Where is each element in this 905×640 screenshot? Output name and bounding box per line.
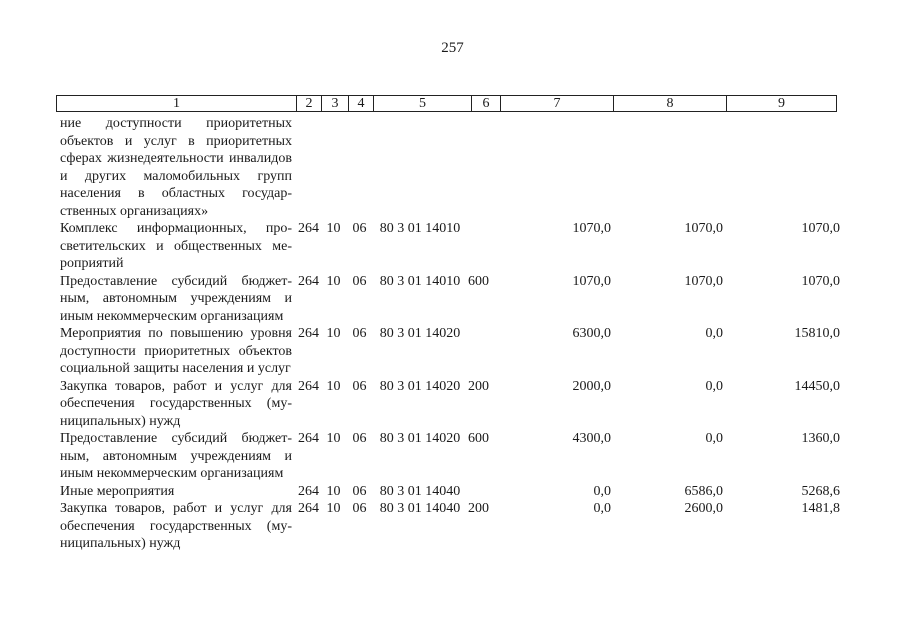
table-row <box>60 115 840 220</box>
budget-code-cell: 264 <box>298 326 319 341</box>
amount-col9-cell: 15810,0 <box>794 326 840 341</box>
budget-code-cell: 264 <box>298 501 319 516</box>
amount-col7-cell: 1070,0 <box>572 273 611 289</box>
row-description: Предоставление субсидий бюджетным, автономным учреждениям и иным некоммерческим организациям <box>60 273 292 324</box>
header-col-8: 8 <box>613 96 726 111</box>
target-article-cell: 80 3 01 14020 <box>379 378 461 394</box>
row-description: Закупка товаров, работ и услуг для обеспечения государственных (муниципальных) нужд <box>60 501 292 551</box>
table-row <box>60 378 840 431</box>
row-description: Закупка товаров, работ и услуг для обеспечения государственных (муниципальных) нужд <box>60 378 292 429</box>
row-description: Иные мероприятия <box>60 483 175 499</box>
amount-col7-cell: 6300,0 <box>572 326 611 341</box>
expense-type-cell: 200 <box>468 501 489 516</box>
section-cell: 10 <box>326 273 341 289</box>
header-col-7: 7 <box>500 96 613 111</box>
section-cell: 10 <box>326 431 341 446</box>
subsection-cell: 06 <box>352 326 367 341</box>
amount-col9-cell: 1070,0 <box>801 221 840 236</box>
subsection-cell: 06 <box>352 221 367 236</box>
amount-col9-cell: 1070,0 <box>801 273 840 289</box>
expense-type-cell: 200 <box>468 378 489 394</box>
page-number: 257 <box>441 40 464 56</box>
row-description: Комплекс информационных, просветительских и общественных мероприятий <box>60 221 292 271</box>
target-article-cell: 80 3 01 14040 <box>379 483 461 499</box>
table-row <box>60 220 840 273</box>
header-col-6: 6 <box>471 96 500 111</box>
amount-col7-cell: 0,0 <box>593 483 611 499</box>
header-col-2: 2 <box>296 96 321 111</box>
table-row <box>60 325 840 378</box>
header-col-4: 4 <box>348 96 373 111</box>
row-description: ние доступности приоритетных объектов и услуг в приоритетных сферах жизнедеятельности инвалидов и других маломобильных групп населения в областных государственных организациях» <box>60 116 292 219</box>
amount-col8-cell: 2600,0 <box>684 501 723 516</box>
target-article-cell: 80 3 01 14020 <box>379 431 461 446</box>
row-description: Мероприятия по повышению уровня доступности приоритетных объектов социальной защиты населения и услуг <box>60 326 292 376</box>
amount-col7-cell: 1070,0 <box>572 221 611 236</box>
row-description: Предоставление субсидий бюджетным, автономным учреждениям и иным некоммерческим организациям <box>60 431 292 481</box>
budget-code-cell: 264 <box>298 221 319 236</box>
expense-type-cell: 600 <box>468 431 489 446</box>
header-col-9: 9 <box>726 96 836 111</box>
section-cell: 10 <box>326 326 341 341</box>
header-col-3: 3 <box>321 96 348 111</box>
amount-col9-cell: 5268,6 <box>801 483 840 499</box>
table-row <box>60 500 840 553</box>
amount-col8-cell: 0,0 <box>705 378 723 394</box>
target-article-cell: 80 3 01 14040 <box>379 501 461 516</box>
budget-code-cell: 264 <box>298 273 319 289</box>
amount-col7-cell: 2000,0 <box>572 378 611 394</box>
subsection-cell: 06 <box>352 483 367 499</box>
section-cell: 10 <box>326 501 341 516</box>
target-article-cell: 80 3 01 14020 <box>379 326 461 341</box>
header-col-5: 5 <box>373 96 471 111</box>
section-cell: 10 <box>326 221 341 236</box>
target-article-cell: 80 3 01 14010 <box>379 221 461 236</box>
subsection-cell: 06 <box>352 273 367 289</box>
amount-col8-cell: 6586,0 <box>684 483 723 499</box>
table-body <box>60 115 840 553</box>
amount-col7-cell: 0,0 <box>593 501 611 516</box>
amount-col8-cell: 1070,0 <box>684 221 723 236</box>
subsection-cell: 06 <box>352 431 367 446</box>
amount-col9-cell: 14450,0 <box>794 378 840 394</box>
amount-col9-cell: 1360,0 <box>801 431 840 446</box>
expense-type-cell: 600 <box>468 273 489 289</box>
subsection-cell: 06 <box>352 378 367 394</box>
table-row <box>60 273 840 326</box>
table-row <box>60 483 840 501</box>
table-row <box>60 430 840 483</box>
budget-code-cell: 264 <box>298 378 319 394</box>
amount-col7-cell: 4300,0 <box>572 431 611 446</box>
amount-col8-cell: 0,0 <box>705 431 723 446</box>
amount-col9-cell: 1481,8 <box>801 501 840 516</box>
budget-code-cell: 264 <box>298 483 319 499</box>
target-article-cell: 80 3 01 14010 <box>379 273 461 289</box>
section-cell: 10 <box>326 483 341 499</box>
amount-col8-cell: 1070,0 <box>684 273 723 289</box>
budget-code-cell: 264 <box>298 431 319 446</box>
amount-col8-cell: 0,0 <box>705 326 723 341</box>
header-col-1: 1 <box>173 96 180 111</box>
subsection-cell: 06 <box>352 501 367 516</box>
table-header <box>56 95 837 112</box>
section-cell: 10 <box>326 378 341 394</box>
